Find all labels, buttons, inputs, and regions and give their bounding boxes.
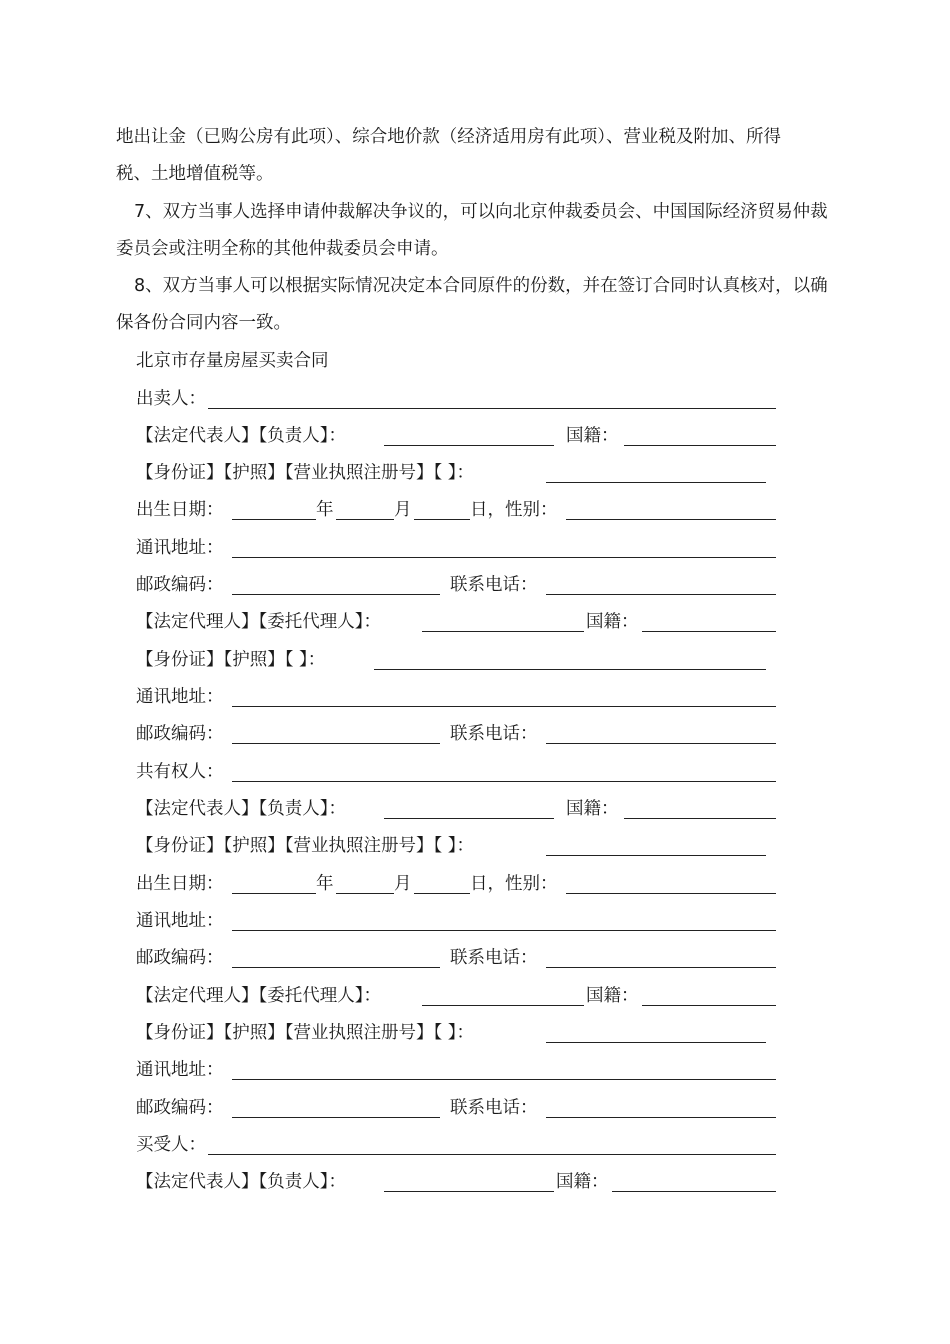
co-owner-agent-address-row bbox=[136, 1052, 950, 1089]
co-owner-birth-row bbox=[136, 866, 950, 903]
legal-rep-blank[interactable] bbox=[384, 1191, 554, 1192]
address-label: 通讯地址： bbox=[136, 538, 224, 558]
gender-blank[interactable] bbox=[566, 519, 776, 520]
month-label: 月 bbox=[394, 500, 412, 520]
year-blank[interactable] bbox=[232, 893, 316, 894]
nationality-blank[interactable] bbox=[612, 1191, 776, 1192]
postcode-label: 邮政编码： bbox=[136, 724, 224, 744]
co-owner-agent-id-row bbox=[136, 1015, 950, 1052]
phone-blank[interactable] bbox=[546, 1117, 776, 1118]
co-owner-agent-row bbox=[136, 978, 950, 1015]
buyer-label: 买受人： bbox=[136, 1135, 206, 1155]
id-blank[interactable] bbox=[546, 855, 766, 856]
co-owner-id-row bbox=[136, 828, 950, 865]
co-owner-address-row bbox=[136, 903, 950, 940]
legal-rep-label: 【法定代表人】【负责人】： bbox=[136, 426, 346, 446]
postcode-label: 邮政编码： bbox=[136, 1098, 224, 1118]
phone-label: 联系电话： bbox=[450, 724, 538, 744]
nationality-blank[interactable] bbox=[642, 1005, 776, 1006]
co-owner-agent-contact-row bbox=[136, 1090, 950, 1127]
legal-agent-label: 【法定代理人】【委托代理人】： bbox=[136, 986, 381, 1006]
nationality-label: 国籍： bbox=[586, 612, 639, 632]
phone-blank[interactable] bbox=[546, 743, 776, 744]
nationality-blank[interactable] bbox=[642, 631, 776, 632]
postcode-label: 邮政编码： bbox=[136, 575, 224, 595]
phone-label: 联系电话： bbox=[450, 575, 538, 595]
address-blank[interactable] bbox=[232, 557, 776, 558]
nationality-blank[interactable] bbox=[624, 445, 776, 446]
phone-label: 联系电话： bbox=[450, 948, 538, 968]
nationality-label: 国籍： bbox=[566, 799, 619, 819]
seller-contact-row bbox=[136, 567, 950, 604]
paragraph-line: 地出让金（已购公房有此项）、综合地价款（经济适用房有此项）、营业税及附加、所得 bbox=[116, 127, 781, 147]
day-blank[interactable] bbox=[414, 893, 470, 894]
address-blank[interactable] bbox=[232, 706, 776, 707]
nationality-blank[interactable] bbox=[624, 818, 776, 819]
year-label: 年 bbox=[316, 500, 334, 520]
clause-7: 7、双方当事人选择申请仲裁解决争议的，可以向北京仲裁委员会、中国国际经济贸易仲裁委员会或注明全称的其他仲裁委员会申请。 bbox=[116, 202, 828, 259]
id-label: 【身份证】【护照】【营业执照注册号】【 】： bbox=[136, 836, 475, 856]
month-label: 月 bbox=[394, 874, 412, 894]
contract-title: 北京市存量房屋买卖合同 bbox=[136, 351, 329, 371]
nationality-label: 国籍： bbox=[556, 1172, 609, 1192]
co-owner-contact-row bbox=[136, 940, 950, 977]
address-label: 通讯地址： bbox=[136, 911, 224, 931]
clause-8: 8、双方当事人可以根据实际情况决定本合同原件的份数，并在签订合同时认真核对，以确保各份合同内容一致。 bbox=[116, 276, 828, 333]
seller-birth-row bbox=[136, 492, 950, 529]
id-label: 【身份证】【护照】【营业执照注册号】【 】： bbox=[136, 1023, 475, 1043]
postcode-blank[interactable] bbox=[232, 967, 440, 968]
seller-row bbox=[136, 381, 950, 418]
postcode-blank[interactable] bbox=[232, 1117, 440, 1118]
birth-label: 出生日期： bbox=[136, 500, 224, 520]
seller-agent-id-row bbox=[136, 642, 950, 679]
buyer-row bbox=[136, 1127, 950, 1164]
month-blank[interactable] bbox=[336, 519, 394, 520]
seller-label: 出卖人： bbox=[136, 389, 206, 409]
month-blank[interactable] bbox=[336, 893, 394, 894]
birth-label: 出生日期： bbox=[136, 874, 224, 894]
legal-agent-blank[interactable] bbox=[422, 1005, 584, 1006]
id-label: 【身份证】【护照】【 】： bbox=[136, 650, 326, 670]
seller-legal-rep-row bbox=[136, 418, 950, 455]
address-label: 通讯地址： bbox=[136, 687, 224, 707]
co-owner-row bbox=[136, 754, 950, 791]
id-blank[interactable] bbox=[546, 482, 766, 483]
legal-rep-label: 【法定代表人】【负责人】： bbox=[136, 799, 346, 819]
postcode-label: 邮政编码： bbox=[136, 948, 224, 968]
id-blank[interactable] bbox=[546, 1042, 766, 1043]
co-owner-label: 共有权人： bbox=[136, 762, 224, 782]
day-gender-label: 日，性别： bbox=[470, 874, 558, 894]
nationality-label: 国籍： bbox=[566, 426, 619, 446]
seller-blank[interactable] bbox=[208, 408, 776, 409]
buyer-legal-rep-row bbox=[136, 1164, 950, 1201]
day-blank[interactable] bbox=[414, 519, 470, 520]
seller-id-row bbox=[136, 455, 950, 492]
seller-agent-row bbox=[136, 604, 950, 641]
seller-agent-contact-row bbox=[136, 716, 950, 753]
legal-rep-blank[interactable] bbox=[384, 818, 554, 819]
paragraph-line: 税、土地增值税等。 bbox=[116, 164, 274, 184]
id-label: 【身份证】【护照】【营业执照注册号】【 】： bbox=[136, 463, 475, 483]
legal-agent-label: 【法定代理人】【委托代理人】： bbox=[136, 612, 381, 632]
legal-rep-label: 【法定代表人】【负责人】： bbox=[136, 1172, 346, 1192]
postcode-blank[interactable] bbox=[232, 594, 440, 595]
paragraph-continued bbox=[116, 119, 840, 193]
phone-blank[interactable] bbox=[546, 967, 776, 968]
seller-agent-address-row bbox=[136, 679, 950, 716]
co-owner-blank[interactable] bbox=[232, 781, 776, 782]
postcode-blank[interactable] bbox=[232, 743, 440, 744]
address-label: 通讯地址： bbox=[136, 1060, 224, 1080]
address-blank[interactable] bbox=[232, 930, 776, 931]
phone-label: 联系电话： bbox=[450, 1098, 538, 1118]
id-blank[interactable] bbox=[374, 669, 766, 670]
nationality-label: 国籍： bbox=[586, 986, 639, 1006]
legal-agent-blank[interactable] bbox=[422, 631, 584, 632]
co-owner-legal-rep-row bbox=[136, 791, 950, 828]
buyer-blank[interactable] bbox=[208, 1154, 776, 1155]
contract-title-row bbox=[136, 343, 950, 380]
day-gender-label: 日，性别： bbox=[470, 500, 558, 520]
phone-blank[interactable] bbox=[546, 594, 776, 595]
seller-address-row bbox=[136, 530, 950, 567]
address-blank[interactable] bbox=[232, 1079, 776, 1080]
year-blank[interactable] bbox=[232, 519, 316, 520]
legal-rep-blank[interactable] bbox=[384, 445, 554, 446]
year-label: 年 bbox=[316, 874, 334, 894]
gender-blank[interactable] bbox=[566, 893, 776, 894]
